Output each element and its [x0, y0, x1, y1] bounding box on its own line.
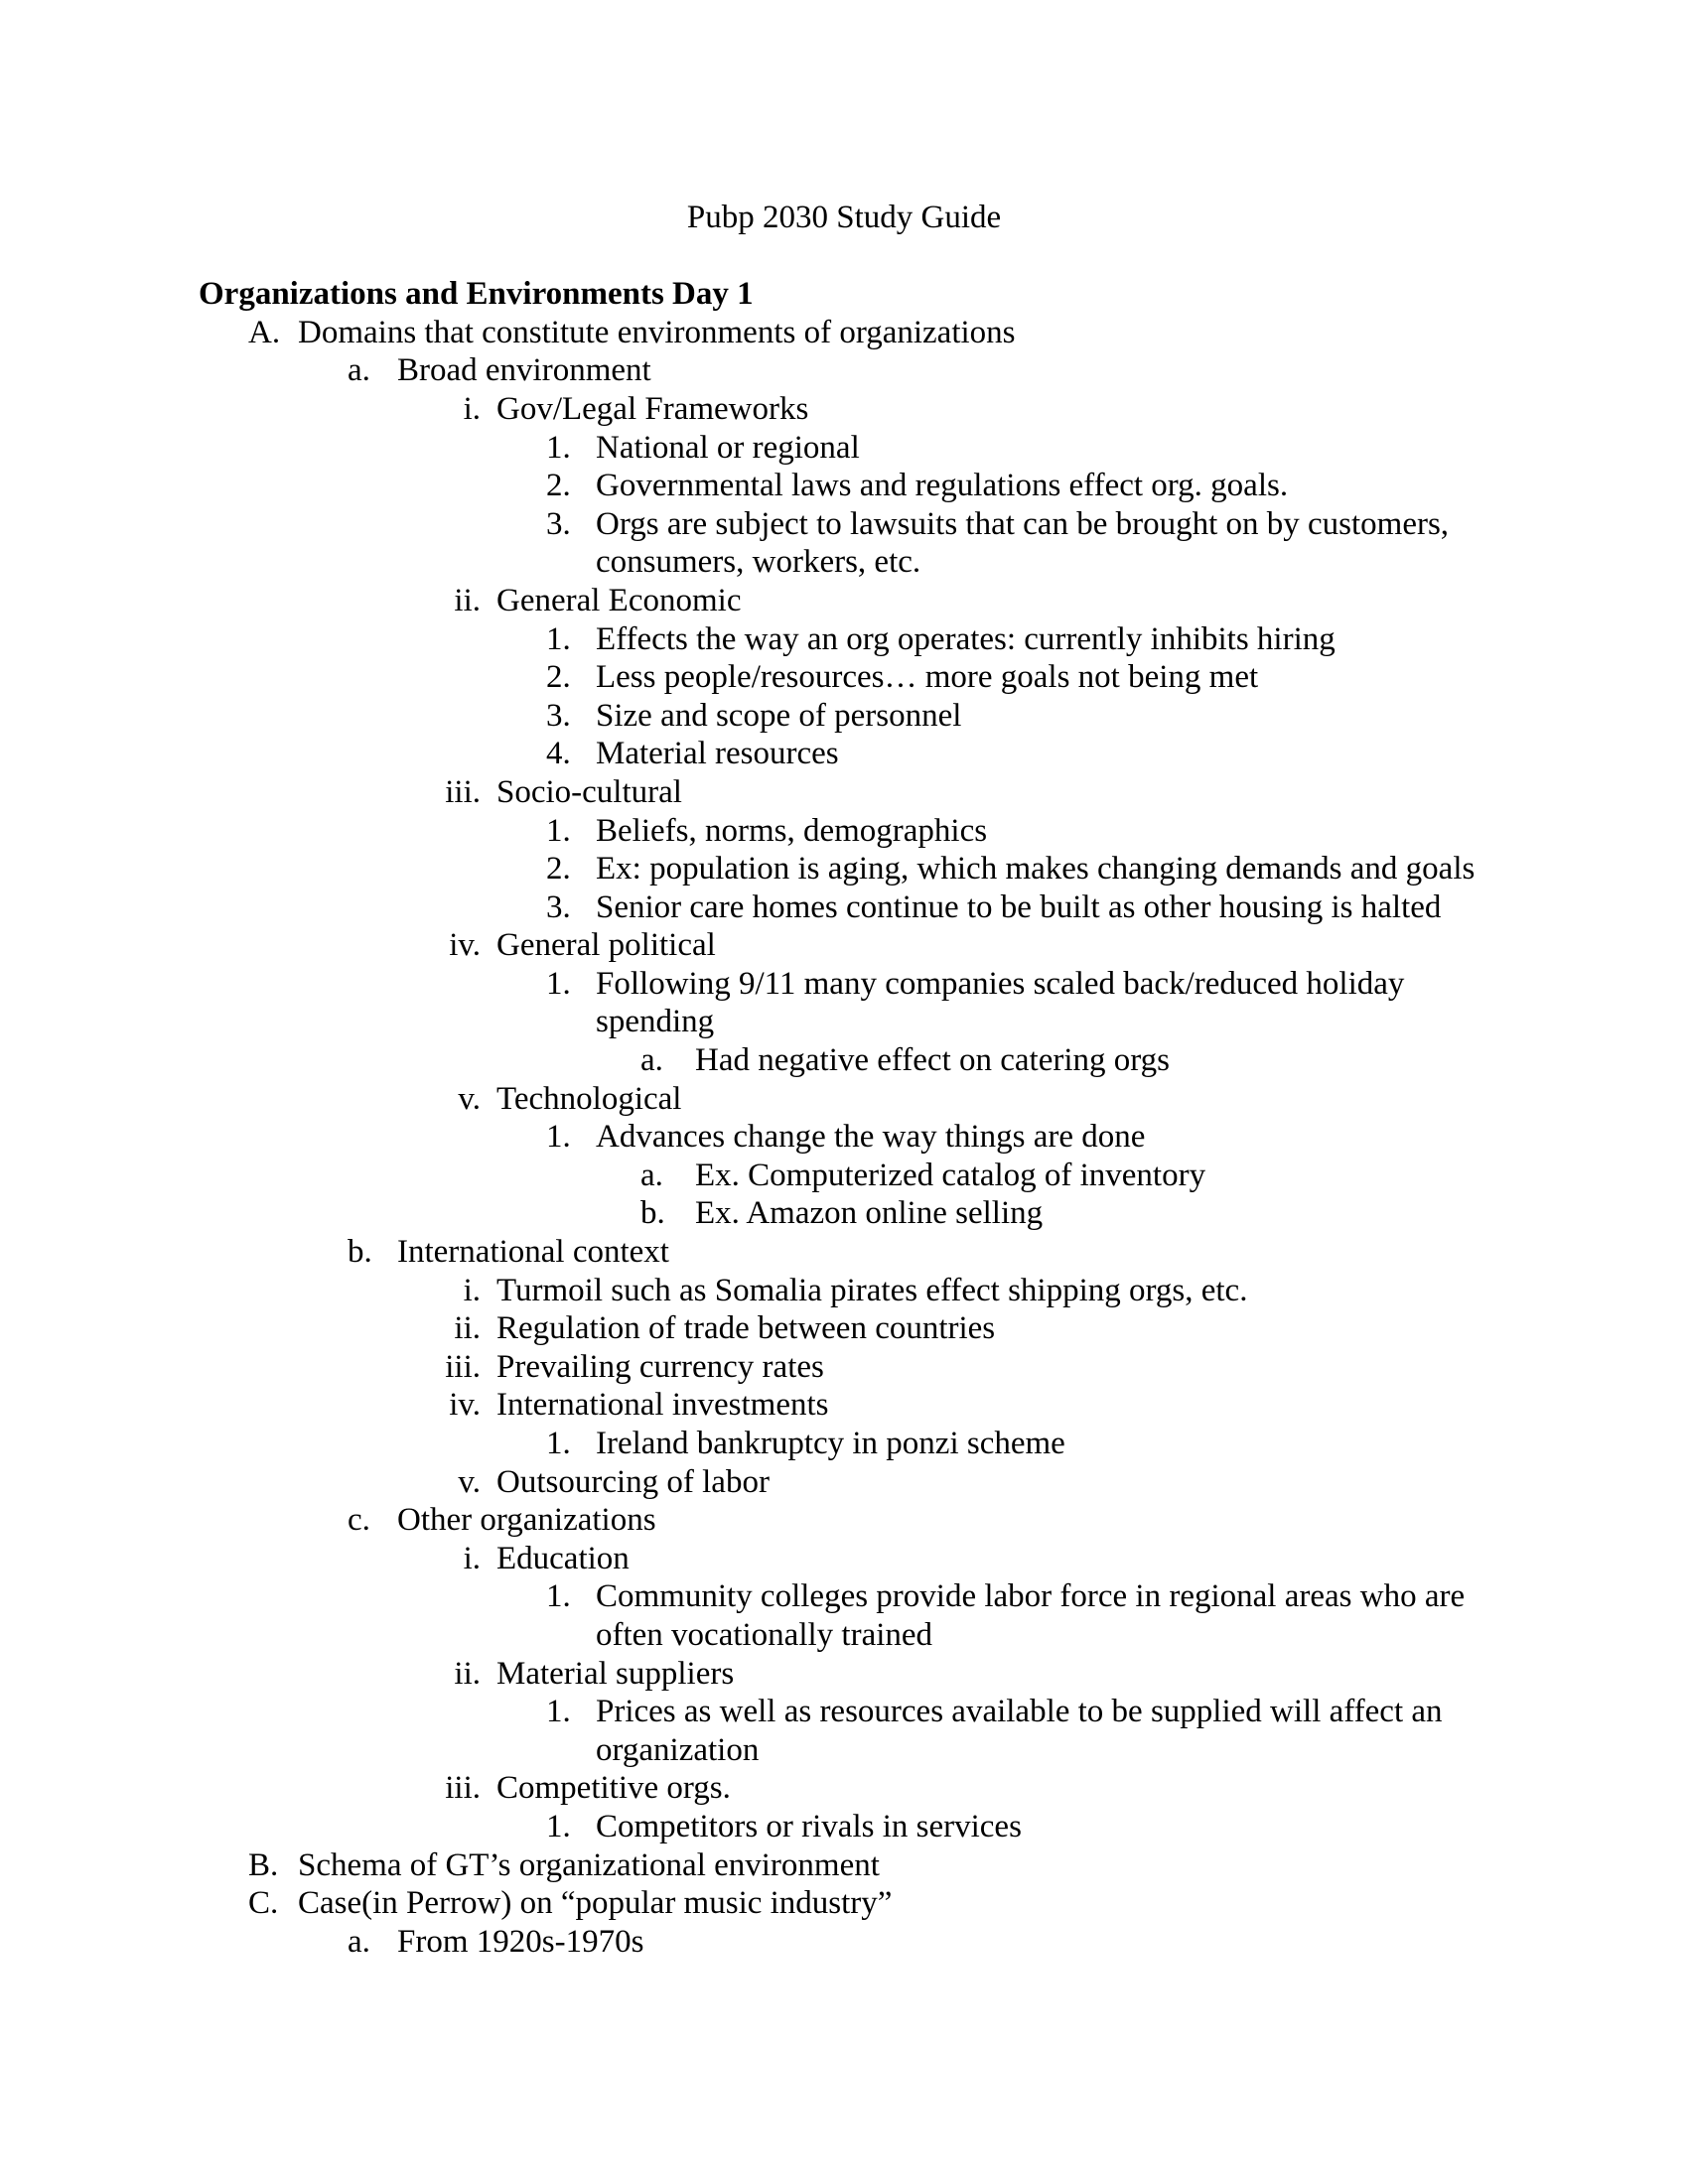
outline-item-text: Turmoil such as Somalia pirates effect shipping orgs, etc.: [496, 1272, 1248, 1308]
outline-item-text: Ex. Computerized catalog of inventory: [695, 1157, 1206, 1193]
outline-item-marker: 3.: [546, 505, 571, 542]
outline-item-marker: C.: [248, 1885, 279, 1922]
outline-item-text: Prices as well as resources available to be supplied will affect an organization: [596, 1694, 1443, 1768]
outline-item-text: Competitive orgs.: [496, 1770, 731, 1807]
outline-item-marker: B.: [248, 1846, 279, 1883]
section-heading: Organizations and Environments Day 1: [199, 276, 754, 313]
outline-item: [199, 926, 1489, 965]
outline-item: [199, 697, 1489, 736]
outline-item-marker: ii.: [454, 1655, 481, 1692]
outline-item-text: Ex: population is aging, which makes changing demands and goals: [596, 851, 1476, 887]
outline-item-text: Technological: [496, 1080, 682, 1117]
outline-item-text: Regulation of trade between countries: [496, 1310, 996, 1347]
outline-item-marker: ii.: [454, 1310, 481, 1347]
outline-item-text: Gov/Legal Frameworks: [496, 390, 809, 427]
outline-item-marker: ii.: [454, 582, 481, 618]
outline-item: [199, 1080, 1489, 1119]
outline-item-text: General political: [496, 927, 716, 964]
outline-item-marker: a.: [348, 352, 370, 389]
outline-item: [199, 351, 1489, 390]
outline-item: [199, 1118, 1489, 1157]
outline-item-text: Schema of GT’s organizational environment: [298, 1846, 880, 1883]
outline-item: [199, 1348, 1489, 1387]
outline-item-text: Material resources: [596, 736, 839, 772]
outline-item-text: Competitors or rivals in services: [596, 1808, 1022, 1844]
outline-item-text: Advances change the way things are done: [596, 1119, 1146, 1156]
outline-item: [199, 888, 1489, 927]
outline-item: [199, 1655, 1489, 1694]
blank-line: [199, 237, 1489, 276]
outline-item-marker: a.: [640, 1042, 663, 1079]
outline-item-text: Ireland bankruptcy in ponzi scheme: [596, 1426, 1065, 1461]
outline-item-marker: 1.: [546, 965, 571, 1002]
outline-item-marker: 1.: [546, 1119, 571, 1156]
outline-item-text: Effects the way an org operates: currently inhibits hiring: [596, 620, 1336, 657]
outline-item-text: Ex. Amazon online selling: [695, 1195, 1044, 1232]
outline-item: [199, 1540, 1489, 1578]
outline-item: [199, 965, 1489, 1041]
outline-item-text: Senior care homes continue to be built as other housing is halted: [596, 888, 1442, 925]
outline-item: [199, 620, 1489, 659]
outline-item: [199, 1233, 1489, 1272]
outline-item: [199, 467, 1489, 505]
outline-item-marker: 1.: [546, 429, 571, 466]
outline-item: [199, 812, 1489, 851]
outline-item-marker: 3.: [546, 888, 571, 925]
outline-item-marker: 1.: [546, 1578, 571, 1615]
outline-item: [199, 1157, 1489, 1195]
outline-item: [199, 1272, 1489, 1310]
outline-item-marker: c.: [348, 1502, 370, 1539]
outline-item: [199, 1769, 1489, 1808]
outline-item-marker: a.: [348, 1923, 370, 1960]
outline-item-text: Less people/resources… more goals not being met: [596, 659, 1259, 696]
outline-item: [199, 1577, 1489, 1654]
outline-item-marker: iii.: [445, 773, 481, 810]
outline-item: [199, 1463, 1489, 1502]
outline-item-text: Governmental laws and regulations effect org. goals.: [596, 468, 1289, 504]
outline-item-marker: iii.: [445, 1770, 481, 1807]
outline-item-marker: b.: [348, 1234, 372, 1271]
outline-list: [199, 314, 1489, 1962]
outline-item: [199, 1194, 1489, 1233]
outline-item-text: Education: [496, 1540, 630, 1576]
outline-item: [199, 1425, 1489, 1463]
outline-item: [199, 658, 1489, 697]
outline-item-text: Outsourcing of labor: [496, 1463, 770, 1500]
outline-item-marker: 1.: [546, 620, 571, 657]
outline-item: [199, 390, 1489, 429]
outline-item: [199, 505, 1489, 582]
outline-item-marker: 2.: [546, 468, 571, 504]
outline-item-marker: a.: [640, 1157, 663, 1193]
outline-item: [199, 1041, 1489, 1080]
outline-item: [199, 1923, 1489, 1962]
outline-item-text: Domains that constitute environments of organizations: [298, 314, 1016, 350]
outline-item: [199, 1501, 1489, 1540]
outline-item: [199, 735, 1489, 773]
outline-item-text: International context: [397, 1234, 669, 1271]
outline-item-text: Size and scope of personnel: [596, 697, 962, 734]
outline-item: [199, 314, 1489, 352]
outline-item: [199, 1386, 1489, 1425]
outline-item-text: Other organizations: [397, 1502, 656, 1539]
outline-item: [199, 582, 1489, 620]
outline-item: [199, 429, 1489, 468]
outline-item-text: General Economic: [496, 582, 742, 618]
outline-item-marker: 1.: [546, 812, 571, 849]
outline-item-text: International investments: [496, 1387, 829, 1424]
outline-item-marker: A.: [248, 314, 281, 350]
outline-item-text: Case(in Perrow) on “popular music industry”: [298, 1885, 893, 1922]
outline-item-text: From 1920s-1970s: [397, 1923, 644, 1960]
outline-item-text: Material suppliers: [496, 1655, 735, 1692]
outline-item-marker: 3.: [546, 697, 571, 734]
outline-item-marker: i.: [463, 390, 481, 427]
outline-item-marker: 2.: [546, 659, 571, 696]
outline-item-text: Socio-cultural: [496, 773, 682, 810]
outline-item-marker: 4.: [546, 736, 571, 772]
outline-item-marker: 2.: [546, 851, 571, 887]
outline-item-marker: i.: [463, 1540, 481, 1576]
outline-item: [199, 1309, 1489, 1348]
outline-item-marker: iv.: [449, 1387, 481, 1424]
outline-item-marker: 1.: [546, 1694, 571, 1730]
outline-item: [199, 1846, 1489, 1885]
outline-item-text: Orgs are subject to lawsuits that can be brought on by customers, consumers, workers, etc.: [596, 505, 1450, 581]
outline-item-marker: i.: [463, 1272, 481, 1308]
outline-item-marker: 1.: [546, 1808, 571, 1844]
outline-item: [199, 850, 1489, 888]
outline-item-marker: v.: [458, 1463, 481, 1500]
outline-item-text: Prevailing currency rates: [496, 1348, 824, 1385]
outline-item-text: Following 9/11 many companies scaled back/reduced holiday spending: [596, 965, 1405, 1040]
outline-item-marker: b.: [640, 1195, 665, 1232]
outline-item-text: Beliefs, norms, demographics: [596, 812, 988, 849]
outline-item-marker: iii.: [445, 1348, 481, 1385]
outline-item-text: Broad environment: [397, 352, 651, 389]
outline-item-marker: 1.: [546, 1426, 571, 1461]
outline-item: [199, 1884, 1489, 1923]
document-title: Pubp 2030 Study Guide: [686, 200, 1002, 235]
outline-item-marker: v.: [458, 1080, 481, 1117]
outline-item-text: Community colleges provide labor force in regional areas who are often vocationally trained: [596, 1578, 1466, 1653]
outline-item-text: National or regional: [596, 429, 860, 466]
outline-item: [199, 1808, 1489, 1846]
outline-item-marker: iv.: [449, 927, 481, 964]
outline-item: [199, 1693, 1489, 1769]
outline-item: [199, 773, 1489, 812]
outline-item-text: Had negative effect on catering orgs: [695, 1042, 1171, 1079]
